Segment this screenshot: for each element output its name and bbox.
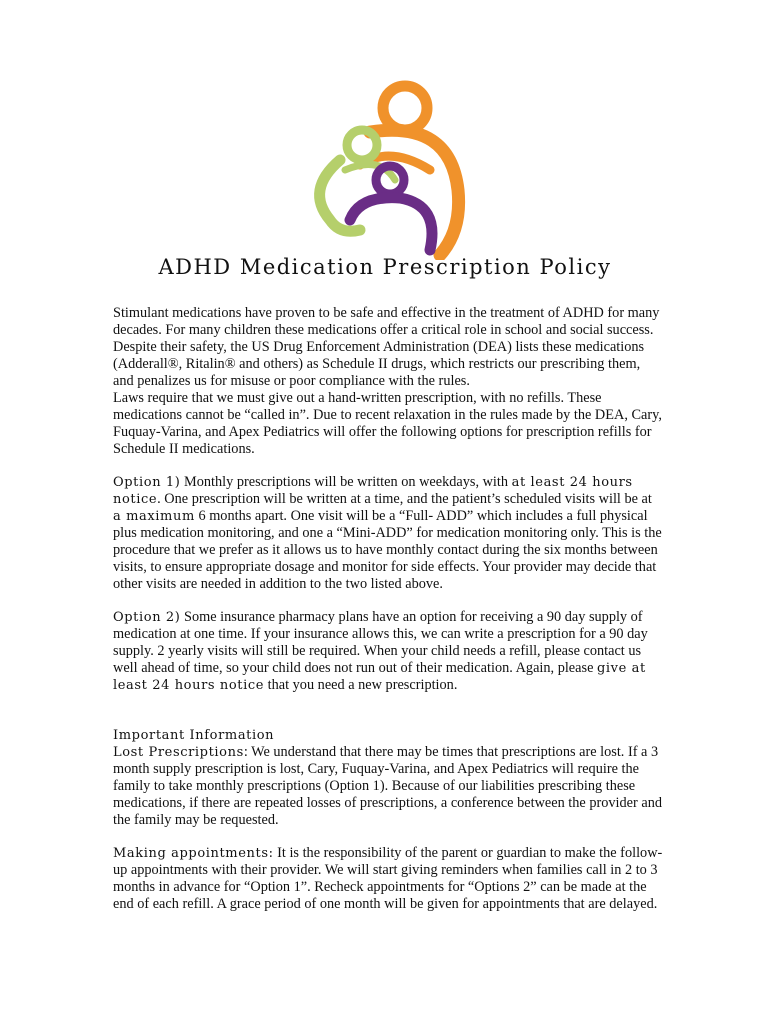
lost-prescriptions-label: Lost Prescriptions [113, 745, 244, 760]
intro-text-1: Stimulant medications have proven to be safe and effective in the treatment of ADHD for many decades. For many children these medications offer a critical role in school and social success. Despite their safety, the US Drug Enforcement Administration (DEA) lists these medications (Adderall®, Ritalin® and others) as Schedule II drugs, which restricts our prescribing them, and penalizes us for misuse or poor compliance with the rules. [113, 305, 660, 389]
appointments-text: It is the responsibility of the parent or guardian to make the follow-up appointments with their provider. We will start giving reminders when families call in 2 to 3 months in advance for “Option 1”. Recheck appointments for “Options 2” can be made at the end of each refill. A grace period of one month will be given for appointments that are delayed. [113, 845, 663, 912]
orange-figure-head [383, 86, 427, 130]
intro-paragraph [113, 305, 663, 458]
option-2-label: Option 2) [113, 610, 181, 625]
option-2-emphasis: give at least 24 hours notice [113, 661, 646, 693]
purple-figure-head [376, 166, 404, 194]
page-title: ADHD Medication Prescription Policy [158, 255, 612, 279]
option-1-emphasis-1: at least 24 hours notice [113, 475, 633, 507]
green-figure-head [347, 130, 377, 160]
option-2-text-1: Some insurance pharmacy plans have an option for receiving a 90 day supply of medication at one time. If your insurance allows this, we can write a prescription for a 90 day supply. 2 yearly visits will still be required. When your child needs a refill, please contact us well ahead of time, so your child does not run out of their medication. Again, please [113, 609, 648, 676]
important-information-section [113, 727, 663, 829]
option-1-label: Option 1) [113, 475, 181, 490]
purple-figure-body [350, 198, 432, 250]
important-heading: Important Information [113, 728, 275, 743]
appointments-label: Making appointments: [113, 846, 274, 861]
lost-prescriptions-text: : We understand that there may be times that prescriptions are lost. If a 3 month supply prescription is lost, Cary, Fuquay-Varina, and Apex Pediatrics will require the family to take monthly prescriptions (Option 1). Because of our liabilities prescribing these medications, if there are repeated losses of prescriptions, a conference between the provider and the family may be requested. [113, 744, 662, 828]
option-2-paragraph [113, 609, 663, 694]
family-logo [300, 70, 475, 260]
option-1-emphasis-2: a maximum [113, 509, 195, 524]
option-1-text-2: . One prescription will be written at a time, and the patient’s scheduled visits will be at [157, 491, 652, 507]
intro-text-2: Laws require that we must give out a hand-written prescription, with no refills. These medications cannot be “called in”. Due to recent relaxation in the rules made by the DEA, Cary, Fuquay-Varina, and Apex Pediatrics will offer the following options for prescription refills for Schedule II medications. [113, 390, 662, 457]
option-2-text-2: that you need a new prescription. [264, 677, 458, 693]
appointments-paragraph [113, 845, 663, 913]
option-1-text-1: Monthly prescriptions will be written on weekdays, with [180, 474, 512, 490]
option-1-paragraph [113, 474, 663, 593]
option-1-text-3: 6 months apart. One visit will be a “Full- ADD” which includes a full physical plus medication monitoring, and one a “Mini-ADD” for medication monitoring only. This is the procedure that we prefer as it allows us to have monthly contact during the six months between visits, to ensure appropriate dosage and monitor for side effects. Your provider may decide that other visits are needed in addition to the two listed above. [113, 508, 662, 592]
